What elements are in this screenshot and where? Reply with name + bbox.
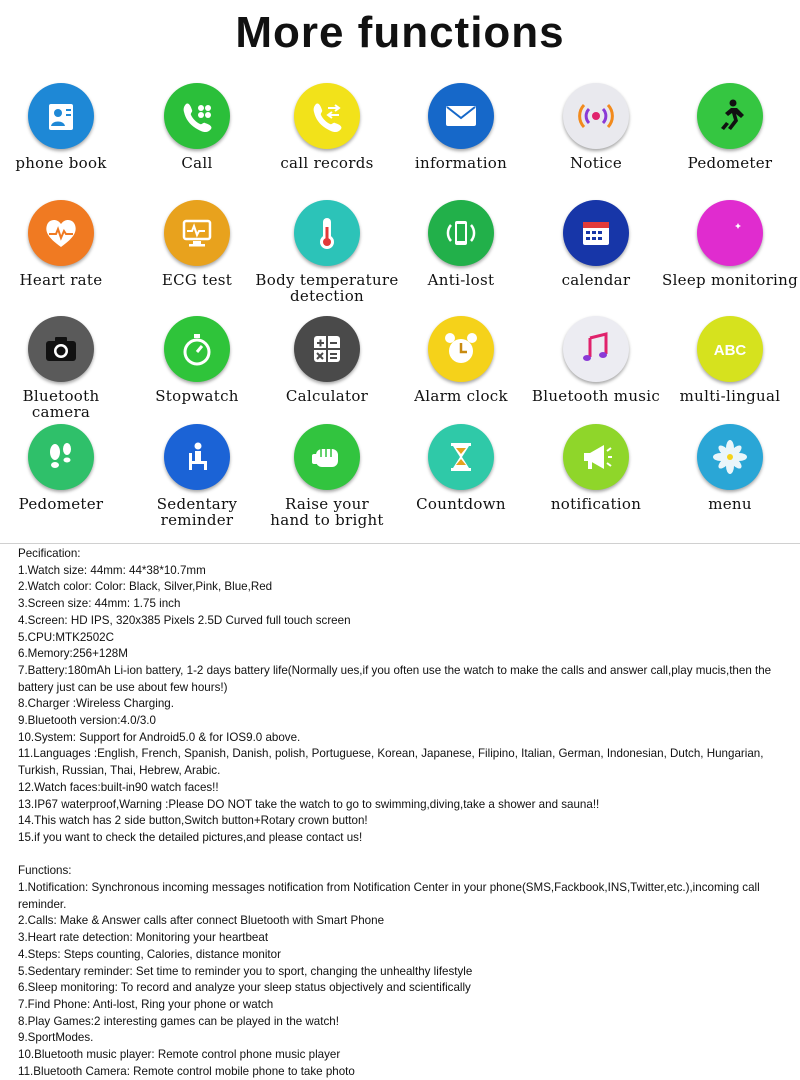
spec-line: 2.Watch color: Color: Black, Silver,Pink, Blue,Red [18, 580, 273, 594]
footprints-icon [28, 424, 94, 490]
spec-line: 1.Watch size: 44mm: 44*38*10.7mm [18, 563, 206, 577]
calculator-icon [294, 316, 360, 382]
function-label: Pedometer [687, 154, 773, 172]
function-label: Bluetooth music [531, 387, 661, 405]
function-item [386, 200, 536, 288]
function-item [0, 424, 136, 512]
function-item [655, 424, 800, 512]
function-label: Sedentary reminder [156, 495, 238, 529]
function-line: 10.Bluetooth music player: Remote control phone music player [18, 1048, 341, 1062]
function-label: ECG test [161, 271, 233, 289]
spec-heading: Pecification: [18, 547, 81, 560]
function-label: Countdown [416, 495, 506, 513]
spec-line: 13.IP67 waterproof,Warning :Please DO NOT take the watch to go to swimming,diving,take a shower and sauna!! [18, 797, 600, 811]
sedentary-icon [164, 424, 230, 490]
function-item [0, 200, 136, 288]
function-label: Call [181, 154, 213, 172]
function-line: 7.Find Phone: Anti-lost, Ring your phone or watch [18, 997, 274, 1011]
function-label: Stopwatch [155, 387, 239, 405]
function-item [122, 200, 272, 288]
spec-line: 5.CPU:MTK2502C [18, 630, 115, 644]
spec-line: 6.Memory:256+128M [18, 647, 128, 661]
function-label: information [414, 154, 508, 172]
function-label: Sleep monitoring [662, 271, 798, 289]
function-label: Heart rate [19, 271, 103, 289]
spec-text [18, 546, 793, 1080]
abc-icon [697, 316, 763, 382]
function-label: notification [550, 495, 642, 513]
function-item [655, 316, 800, 404]
function-item [386, 83, 536, 171]
function-item [122, 316, 272, 404]
function-label: multi-lingual [679, 387, 781, 405]
ecg-icon [164, 200, 230, 266]
function-label: Notice [569, 154, 623, 172]
calendar-icon [563, 200, 629, 266]
function-label: menu [708, 495, 752, 513]
page-title: More functions [235, 8, 565, 57]
function-label: phone book [15, 154, 107, 172]
function-label: Calculator [285, 387, 369, 405]
function-label: Alarm clock [414, 387, 508, 405]
alarm-clock-icon [428, 316, 494, 382]
function-item [252, 200, 402, 304]
function-item [521, 83, 671, 171]
function-label: Body temperature detection [255, 271, 399, 305]
function-item [252, 316, 402, 404]
function-label: Bluetooth camera [22, 387, 100, 421]
anti-lost-icon [428, 200, 494, 266]
runner-icon [697, 83, 763, 149]
function-item [386, 424, 536, 512]
music-note-icon [563, 316, 629, 382]
spec-line: 15.if you want to check the detailed pictures,and please contact us! [18, 830, 363, 844]
hourglass-icon [428, 424, 494, 490]
spec-line: 11.Languages :English, French, Spanish, Danish, polish, Portuguese, Korean, Japanese, Filipino, Italian, German, Indonesian, Dutch, Hungarian, Turkish, Russian, Thai, Hebrew, Arabic. [18, 747, 764, 778]
spec-line: 9.Bluetooth version:4.0/3.0 [18, 714, 156, 728]
function-item [252, 83, 402, 171]
function-item [521, 424, 671, 512]
function-label: Pedometer [18, 495, 104, 513]
notice-icon [563, 83, 629, 149]
call-records-icon [294, 83, 360, 149]
function-item [0, 316, 136, 420]
function-line: 6.Sleep monitoring: To record and analyze your sleep status objectively and scientifically [18, 981, 471, 995]
spec-line: 14.This watch has 2 side button,Switch button+Rotary crown button! [18, 814, 368, 828]
function-line: 8.Play Games:2 interesting games can be played in the watch! [18, 1014, 339, 1028]
spec-line: 3.Screen size: 44mm: 1.75 inch [18, 597, 181, 611]
function-item [655, 83, 800, 171]
function-line: 9.SportModes. [18, 1031, 94, 1045]
function-line: 3.Heart rate detection: Monitoring your heartbeat [18, 931, 269, 945]
function-item [386, 316, 536, 404]
function-item [252, 424, 402, 528]
function-item [655, 200, 800, 288]
function-line: 1.Notification: Synchronous incoming messages notification from Notification Center in your phone(SMS,Fackbook,INS,Twitter,etc.),incoming call reminder. [18, 881, 760, 911]
function-label: call records [280, 154, 374, 172]
function-item [122, 83, 272, 171]
functions-heading: Functions: [18, 864, 72, 878]
function-line: 5.Sedentary reminder: Set time to reminder you to sport, changing the unhealthy lifestyle [18, 964, 473, 978]
function-item [122, 424, 272, 528]
spec-line: 12.Watch faces:built-in90 watch faces!! [18, 780, 219, 794]
function-item [0, 83, 136, 171]
spacer [18, 847, 793, 864]
function-label: Anti-lost [427, 271, 495, 289]
thermometer-icon [294, 200, 360, 266]
megaphone-icon [563, 424, 629, 490]
divider [0, 543, 800, 544]
function-line: 2.Calls: Make & Answer calls after connect Bluetooth with Smart Phone [18, 914, 385, 928]
function-line: 4.Steps: Steps counting, Calories, distance monitor [18, 947, 281, 961]
contact-icon [28, 83, 94, 149]
svg-text:ABC: ABC [713, 342, 747, 359]
spec-line: 7.Battery:180mAh Li-ion battery, 1-2 days battery life(Normally ues,if you often use the watch to make the calls and answer call,play mucis,then the battery just can be use about few hours!) [18, 663, 772, 694]
heart-icon [28, 200, 94, 266]
spec-line: 8.Charger :Wireless Charging. [18, 697, 174, 711]
function-label: calendar [561, 271, 631, 289]
fist-icon [294, 424, 360, 490]
function-label: Raise your hand to bright [270, 495, 384, 529]
spec-line: 4.Screen: HD IPS, 320x385 Pixels 2.5D Curved full touch screen [18, 613, 351, 627]
spec-line: 10.System: Support for Android5.0 & for IOS9.0 above. [18, 730, 301, 744]
flower-icon [697, 424, 763, 490]
call-icon [164, 83, 230, 149]
function-item [521, 316, 671, 404]
moon-icon [697, 200, 763, 266]
stopwatch-icon [164, 316, 230, 382]
envelope-icon [428, 83, 494, 149]
function-item [521, 200, 671, 288]
camera-icon [28, 316, 94, 382]
function-line: 11.Bluetooth Camera: Remote control mobile phone to take photo [18, 1064, 355, 1078]
